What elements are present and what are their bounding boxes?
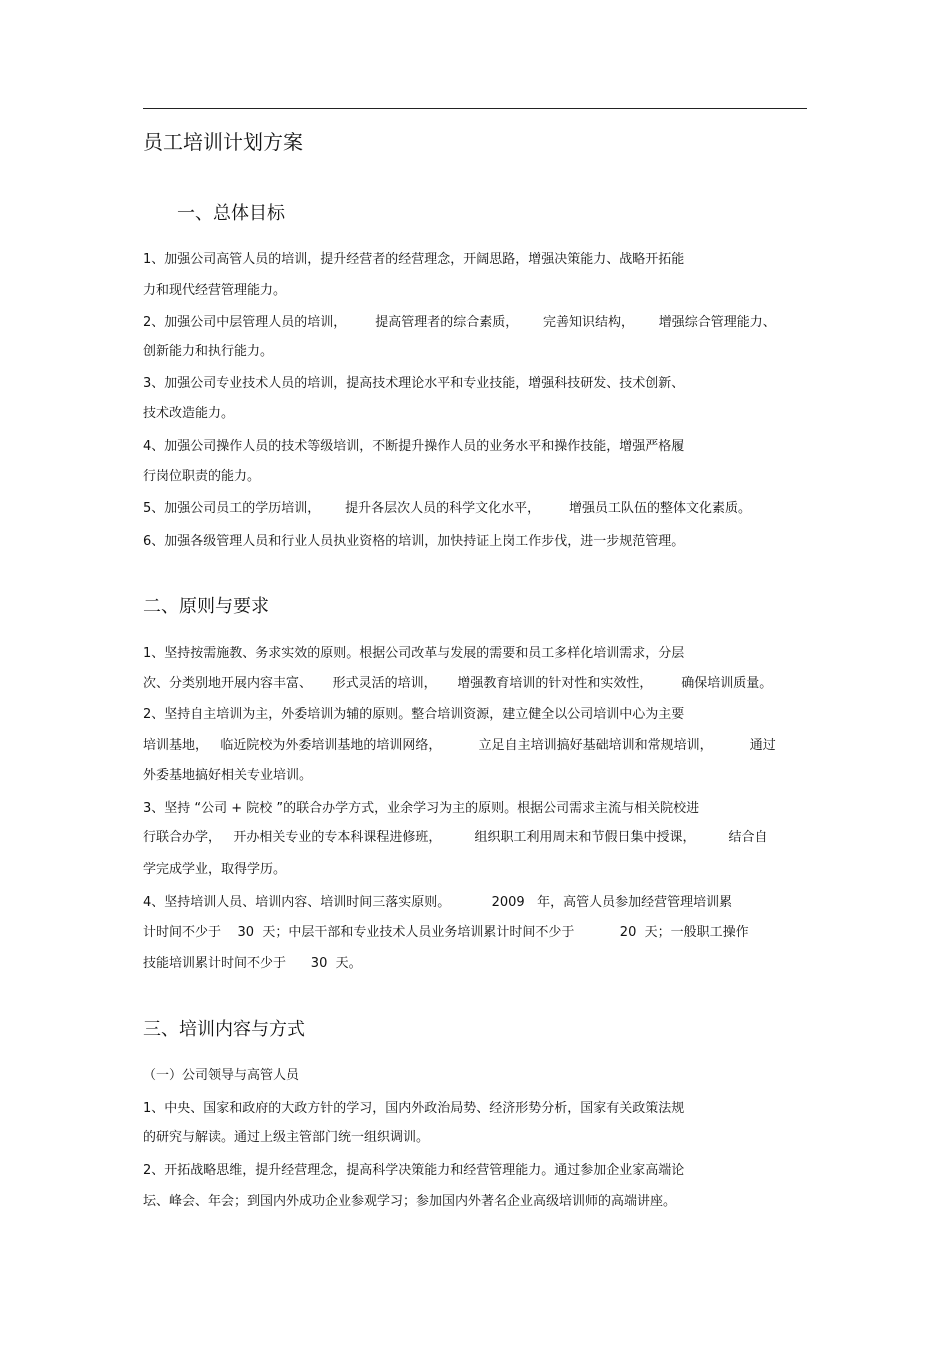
paragraph-line: 3、坚持 “公司 + 院校 ”的联合办学方式，业余学习为主的原则。根据公司需求主流与相关院校进 <box>143 801 700 816</box>
header-rule <box>143 108 807 109</box>
paragraph-line: 1、中央、国家和政府的大政方针的学习，国内外政治局势、经济形势分析，国家有关政策法规 <box>143 1101 685 1116</box>
paragraph-line: 4、坚持培训人员、培训内容、培训时间三落实原则。 2009 年，高管人员参加经营管理培训累 <box>143 895 733 910</box>
paragraph-line: 3、加强公司专业技术人员的培训，提高技术理论水平和专业技能，增强科技研发、技术创新、 <box>143 376 685 391</box>
paragraph-line: 行联合办学， 开办相关专业的专本科课程进修班， 组织职工利用周末和节假日集中授课， 结合自 <box>143 830 768 845</box>
paragraph-line: 1、坚持按需施教、务求实效的原则。根据公司改革与发展的需要和员工多样化培训需求，分层 <box>143 646 685 661</box>
paragraph-line: 2、开拓战略思维，提升经营理念，提高科学决策能力和经营管理能力。通过参加企业家高端论 <box>143 1163 685 1178</box>
section-heading: 三、培训内容与方式 <box>143 1019 305 1040</box>
paragraph-line: 技术改造能力。 <box>143 406 235 421</box>
paragraph-line: 2、加强公司中层管理人员的培训， 提高管理者的综合素质， 完善知识结构， 增强综合管理能力、 <box>143 315 776 330</box>
paragraph-line: 力和现代经营管理能力。 <box>143 283 287 298</box>
paragraph-line: 培训基地， 临近院校为外委培训基地的培训网络， 立足自主培训搞好基础培训和常规培训， 通过 <box>143 738 776 753</box>
paragraph-line: 行岗位职责的能力。 <box>143 469 261 484</box>
paragraph-line: 外委基地搞好相关专业培训。 <box>143 768 313 783</box>
subsection-heading: （一）公司领导与高管人员 <box>143 1068 300 1083</box>
section-heading: 一、总体目标 <box>177 203 285 224</box>
paragraph-line: 的研究与解读。通过上级主管部门统一组织调训。 <box>143 1130 430 1145</box>
paragraph-line: 计时间不少于 30 天；中层干部和专业技术人员业务培训累计时间不少于 20 天；一般职工操作 <box>143 925 749 940</box>
paragraph-line: 坛、峰会、年会；到国内外成功企业参观学习；参加国内外著名企业高级培训师的高端讲座。 <box>143 1194 677 1209</box>
paragraph-line: 4、加强公司操作人员的技术等级培训，不断提升操作人员的业务水平和操作技能，增强严格履 <box>143 439 685 454</box>
section-heading: 二、原则与要求 <box>143 596 269 617</box>
paragraph-line: 次、分类别地开展内容丰富、 形式灵活的培训， 增强教育培训的针对性和实效性， 确保培训质量。 <box>143 676 773 691</box>
paragraph-line: 学完成学业，取得学历。 <box>143 862 287 877</box>
paragraph-line: 创新能力和执行能力。 <box>143 344 274 359</box>
paragraph-line: 技能培训累计时间不少于 30 天。 <box>143 956 362 971</box>
paragraph-line: 5、加强公司员工的学历培训， 提升各层次人员的科学文化水平， 增强员工队伍的整体文化素质。 <box>143 501 751 516</box>
paragraph-line: 1、加强公司高管人员的培训，提升经营者的经营理念，开阔思路，增强决策能力、战略开拓能 <box>143 252 685 267</box>
paragraph-line: 2、坚持自主培训为主，外委培训为辅的原则。整合培训资源，建立健全以公司培训中心为主要 <box>143 707 685 722</box>
paragraph-line: 6、加强各级管理人员和行业人员执业资格的培训，加快持证上岗工作步伐，进一步规范管理。 <box>143 534 685 549</box>
document-title: 员工培训计划方案 <box>143 130 303 154</box>
